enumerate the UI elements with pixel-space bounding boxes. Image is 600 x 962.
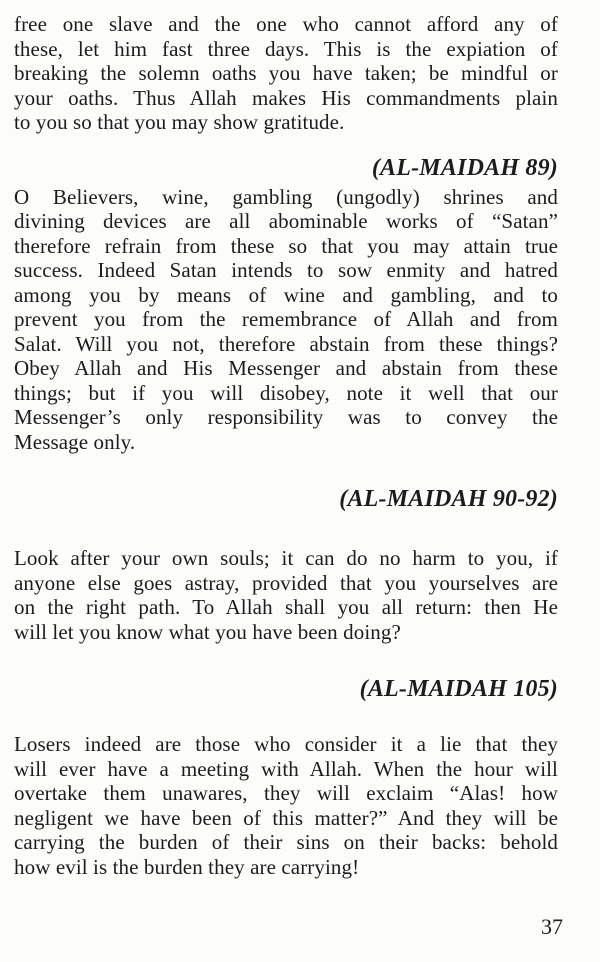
text-line: on the right path. To Allah shall you all return: then He <box>14 595 558 619</box>
surah-reference-1: (AL-MAIDAH 89) <box>371 154 558 181</box>
verse-paragraph-4 <box>14 732 558 879</box>
text-line: to you so that you may show gratitude. <box>14 110 345 134</box>
text-block <box>14 12 563 939</box>
surah-reference-3: (AL-MAIDAH 105) <box>359 676 558 702</box>
text-line: overtake them unawares, they will exclaim “Alas! how <box>14 781 558 805</box>
text-line: success. Indeed Satan intends to sow enmity and hatred <box>14 258 558 282</box>
page-number-row <box>14 915 563 939</box>
text-line: your oaths. Thus Allah makes His commandments plain <box>14 85 558 110</box>
text-line: how evil is the burden they are carrying! <box>14 854 360 879</box>
text-line: O Believers, wine, gambling (ungodly) shrines and <box>14 184 558 209</box>
text-line: carrying the burden of their sins on their backs: behold <box>14 830 558 854</box>
text-line: Obey Allah and His Messenger and abstain from these <box>14 356 558 380</box>
text-line: these, let him fast three days. This is the expiation of <box>14 36 558 61</box>
surah-reference-2: (AL-MAIDAH 90-92) <box>339 486 558 512</box>
text-line: Messenger’s only responsibility was to convey the <box>14 405 558 429</box>
text-line: will ever have a meeting with Allah. When the hour will <box>14 756 558 781</box>
text-line: divining devices are all abominable works of “Satan” <box>14 209 558 233</box>
text-line: anyone else goes astray, provided that you yourselves are <box>14 570 558 595</box>
text-line: Salat. Will you not, therefore abstain from these things? <box>14 331 558 356</box>
text-line: therefore refrain from these so that you may attain true <box>14 233 558 258</box>
verse-paragraph-1 <box>14 12 558 135</box>
verse-paragraph-2 <box>14 185 558 455</box>
page-number: 37 <box>541 914 563 939</box>
text-line: breaking the solemn oaths you have taken; be mindful or <box>14 61 558 85</box>
text-line: among you by means of wine and gambling, and to <box>14 282 558 307</box>
verse-paragraph-3 <box>14 546 558 644</box>
text-line: Look after your own souls; it can do no harm to you, if <box>14 546 558 570</box>
text-line: Losers indeed are those who consider it a lie that they <box>14 732 558 756</box>
text-line: negligent we have been of this matter?” And they will be <box>14 805 558 830</box>
text-line: things; but if you will disobey, note it well that our <box>14 380 558 405</box>
text-line: Message only. <box>14 429 136 454</box>
text-line: prevent you from the remembrance of Allah and from <box>14 307 558 331</box>
text-line: free one slave and the one who cannot afford any of <box>14 12 558 36</box>
text-line: will let you know what you have been doing? <box>14 619 401 644</box>
